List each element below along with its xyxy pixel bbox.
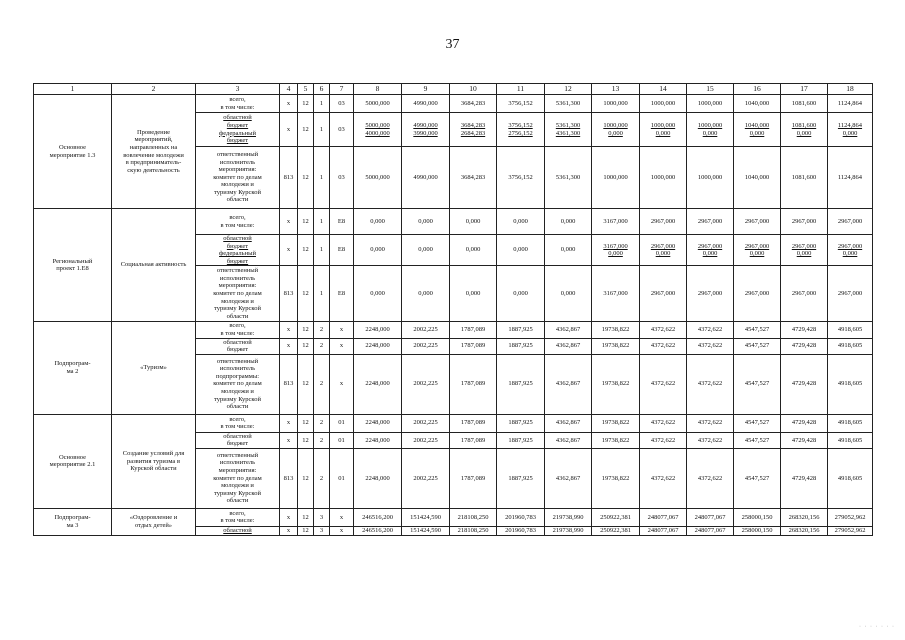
amount-cell-col10: 1787,089 <box>450 338 497 354</box>
amount-cell-col10: 218108,250 <box>450 526 497 535</box>
amount-cell-col11: 1887,925 <box>497 338 545 354</box>
column-header-13: 13 <box>592 84 640 95</box>
amount-cell-col15: 4372,622 <box>687 414 734 432</box>
amount-cell-col15: 4372,622 <box>687 338 734 354</box>
amount-cell-col8: 0,000 <box>354 209 402 235</box>
funding-source-cell: ответственный исполнитель мероприятия: комитет по делам молодежи и туризму Курской области <box>196 448 280 508</box>
amount-cell-col9: 0,000 <box>402 235 450 266</box>
funding-source-cell: областной бюджет федеральный бюджет <box>196 235 280 266</box>
amount-cell-col18: 4918,605 <box>828 448 873 508</box>
code-om-cell: 03 <box>330 147 354 209</box>
amount-cell-col18: 279052,962 <box>828 508 873 526</box>
column-header-12: 12 <box>545 84 592 95</box>
amount-cell-col11: 3756,152 <box>497 147 545 209</box>
column-header-3: 3 <box>196 84 280 95</box>
amount-cell-col8: 2248,000 <box>354 354 402 414</box>
amount-cell-col15: 248077,067 <box>687 526 734 535</box>
column-header-8: 8 <box>354 84 402 95</box>
code-om-cell: х <box>330 508 354 526</box>
amount-cell-col16: 4547,527 <box>734 448 781 508</box>
amount-cell-col8: 0,000 <box>354 266 402 322</box>
amount-cell-col18: 2967,000 <box>828 266 873 322</box>
funding-source-cell: всего, в том числе: <box>196 95 280 113</box>
code-gp-cell: 12 <box>298 448 314 508</box>
amount-cell-col12: 5361,300 <box>545 95 592 113</box>
table-row <box>34 95 873 113</box>
amount-cell-col18: 4918,605 <box>828 354 873 414</box>
amount-cell-col18: 4918,605 <box>828 432 873 448</box>
amount-cell-col9: 2002,225 <box>402 432 450 448</box>
code-pgp-cell: 1 <box>314 209 330 235</box>
amount-cell-col8: 246516,200 <box>354 526 402 535</box>
amount-cell-col8: 5000,000 4000,000 <box>354 113 402 147</box>
amount-cell-col8: 2248,000 <box>354 338 402 354</box>
code-grbs-cell: х <box>280 508 298 526</box>
code-grbs-cell: х <box>280 235 298 266</box>
funding-source-cell: всего, в том числе: <box>196 508 280 526</box>
code-gp-cell: 12 <box>298 95 314 113</box>
code-om-cell: E8 <box>330 235 354 266</box>
amount-cell-col12: 0,000 <box>545 209 592 235</box>
amount-cell-col16: 4547,527 <box>734 432 781 448</box>
code-grbs-cell: х <box>280 209 298 235</box>
item-description-cell: «Оздоровление и отдых детей» <box>112 508 196 535</box>
column-header-7: 7 <box>330 84 354 95</box>
funding-source-cell: всего, в том числе: <box>196 322 280 338</box>
amount-cell-col13: 19738,822 <box>592 338 640 354</box>
amount-cell-col16: 2967,000 0,000 <box>734 235 781 266</box>
amount-cell-col14: 1000,000 0,000 <box>640 113 687 147</box>
item-name-cell: Основное мероприятие 1.3 <box>34 95 112 209</box>
amount-cell-col10: 1787,089 <box>450 432 497 448</box>
funding-source-cell: всего, в том числе: <box>196 209 280 235</box>
code-om-cell: х <box>330 354 354 414</box>
amount-cell-col16: 2967,000 <box>734 266 781 322</box>
amount-cell-col8: 2248,000 <box>354 448 402 508</box>
amount-cell-col15: 248077,067 <box>687 508 734 526</box>
code-pgp-cell: 2 <box>314 354 330 414</box>
amount-cell-col14: 248077,067 <box>640 526 687 535</box>
code-grbs-cell: 813 <box>280 354 298 414</box>
amount-cell-col10: 1787,089 <box>450 354 497 414</box>
amount-cell-col17: 2967,000 <box>781 209 828 235</box>
amount-cell-col13: 1000,000 <box>592 147 640 209</box>
table-row <box>34 508 873 526</box>
amount-cell-col11: 3756,152 <box>497 95 545 113</box>
amount-cell-col15: 1000,000 <box>687 95 734 113</box>
amount-cell-col17: 268320,156 <box>781 526 828 535</box>
amount-cell-col9: 4990,000 3990,000 <box>402 113 450 147</box>
code-gp-cell: 12 <box>298 526 314 535</box>
column-header-4: 4 <box>280 84 298 95</box>
amount-cell-col9: 4990,000 <box>402 95 450 113</box>
amount-cell-col10: 1787,089 <box>450 448 497 508</box>
code-grbs-cell: х <box>280 322 298 338</box>
amount-cell-col14: 1000,000 <box>640 147 687 209</box>
amount-cell-col16: 4547,527 <box>734 354 781 414</box>
amount-cell-col15: 4372,622 <box>687 432 734 448</box>
column-header-15: 15 <box>687 84 734 95</box>
funding-source-cell: областной <box>196 526 280 535</box>
amount-cell-col9: 4990,000 <box>402 147 450 209</box>
budget-table <box>33 83 873 536</box>
amount-cell-col18: 4918,605 <box>828 338 873 354</box>
code-gp-cell: 12 <box>298 508 314 526</box>
amount-cell-col17: 4729,428 <box>781 354 828 414</box>
amount-cell-col8: 2248,000 <box>354 432 402 448</box>
code-pgp-cell: 2 <box>314 432 330 448</box>
column-header-17: 17 <box>781 84 828 95</box>
amount-cell-col13: 19738,822 <box>592 432 640 448</box>
funding-source-cell: областной бюджет <box>196 338 280 354</box>
amount-cell-col9: 2002,225 <box>402 414 450 432</box>
amount-cell-col14: 4372,622 <box>640 448 687 508</box>
amount-cell-col15: 4372,622 <box>687 354 734 414</box>
funding-source-cell: ответственный исполнитель подпрограммы: комитет по делам молодежи и туризму Курской области <box>196 354 280 414</box>
header-row <box>34 84 873 95</box>
amount-cell-col15: 4372,622 <box>687 448 734 508</box>
code-pgp-cell: 1 <box>314 95 330 113</box>
amount-cell-col14: 1000,000 <box>640 95 687 113</box>
code-grbs-cell: х <box>280 95 298 113</box>
amount-cell-col10: 3684,283 <box>450 147 497 209</box>
code-pgp-cell: 2 <box>314 414 330 432</box>
amount-cell-col17: 1081,600 0,000 <box>781 113 828 147</box>
code-pgp-cell: 1 <box>314 235 330 266</box>
funding-source-cell: областной бюджет федеральный бюджет <box>196 113 280 147</box>
amount-cell-col8: 5000,000 <box>354 147 402 209</box>
code-gp-cell: 12 <box>298 209 314 235</box>
amount-cell-col12: 4362,867 <box>545 338 592 354</box>
table-row <box>34 209 873 235</box>
column-header-5: 5 <box>298 84 314 95</box>
funding-source-cell: областной бюджет <box>196 432 280 448</box>
amount-cell-col18: 279052,962 <box>828 526 873 535</box>
column-header-2: 2 <box>112 84 196 95</box>
amount-cell-col9: 2002,225 <box>402 338 450 354</box>
amount-cell-col15: 2967,000 0,000 <box>687 235 734 266</box>
code-om-cell: 03 <box>330 95 354 113</box>
amount-cell-col16: 4547,527 <box>734 338 781 354</box>
amount-cell-col12: 4362,867 <box>545 414 592 432</box>
amount-cell-col11: 1887,925 <box>497 448 545 508</box>
amount-cell-col10: 0,000 <box>450 266 497 322</box>
amount-cell-col11: 1887,925 <box>497 322 545 338</box>
amount-cell-col16: 4547,527 <box>734 414 781 432</box>
amount-cell-col8: 246516,200 <box>354 508 402 526</box>
code-om-cell: 03 <box>330 113 354 147</box>
amount-cell-col11: 3756,152 2756,152 <box>497 113 545 147</box>
amount-cell-col16: 1040,000 <box>734 95 781 113</box>
code-grbs-cell: 813 <box>280 266 298 322</box>
amount-cell-col12: 4362,867 <box>545 448 592 508</box>
amount-cell-col14: 4372,622 <box>640 338 687 354</box>
code-om-cell: 01 <box>330 448 354 508</box>
amount-cell-col10: 3684,283 <box>450 95 497 113</box>
amount-cell-col12: 5361,300 4361,300 <box>545 113 592 147</box>
code-pgp-cell: 1 <box>314 266 330 322</box>
amount-cell-col17: 2967,000 0,000 <box>781 235 828 266</box>
amount-cell-col17: 4729,428 <box>781 338 828 354</box>
code-grbs-cell: х <box>280 526 298 535</box>
code-pgp-cell: 3 <box>314 508 330 526</box>
amount-cell-col16: 1040,000 <box>734 147 781 209</box>
amount-cell-col16: 1040,000 0,000 <box>734 113 781 147</box>
funding-source-cell: ответственный исполнитель мероприятия: комитет по делам молодежи и туризму Курской области <box>196 147 280 209</box>
amount-cell-col14: 4372,622 <box>640 354 687 414</box>
code-grbs-cell: х <box>280 414 298 432</box>
column-header-16: 16 <box>734 84 781 95</box>
amount-cell-col9: 151424,590 <box>402 508 450 526</box>
code-om-cell: 01 <box>330 432 354 448</box>
amount-cell-col12: 0,000 <box>545 235 592 266</box>
code-om-cell: E8 <box>330 209 354 235</box>
amount-cell-col14: 2967,000 0,000 <box>640 235 687 266</box>
item-description-cell: «Туризм» <box>112 322 196 414</box>
amount-cell-col8: 5000,000 <box>354 95 402 113</box>
amount-cell-col18: 1124,864 0,000 <box>828 113 873 147</box>
amount-cell-col14: 4372,622 <box>640 414 687 432</box>
amount-cell-col14: 4372,622 <box>640 322 687 338</box>
item-name-cell: Основное мероприятие 2.1 <box>34 414 112 508</box>
amount-cell-col10: 3684,283 2684,283 <box>450 113 497 147</box>
amount-cell-col13: 19738,822 <box>592 322 640 338</box>
amount-cell-col18: 1124,864 <box>828 95 873 113</box>
item-name-cell: Подпрограм- ма 3 <box>34 508 112 535</box>
code-grbs-cell: 813 <box>280 147 298 209</box>
amount-cell-col13: 19738,822 <box>592 354 640 414</box>
amount-cell-col13: 3167,000 0,000 <box>592 235 640 266</box>
code-grbs-cell: х <box>280 338 298 354</box>
code-gp-cell: 12 <box>298 338 314 354</box>
item-name-cell: Региональный проект 1.E8 <box>34 209 112 322</box>
funding-source-cell: всего, в том числе: <box>196 414 280 432</box>
amount-cell-col16: 258000,150 <box>734 508 781 526</box>
amount-cell-col9: 2002,225 <box>402 448 450 508</box>
column-header-9: 9 <box>402 84 450 95</box>
amount-cell-col13: 250922,381 <box>592 526 640 535</box>
amount-cell-col9: 151424,590 <box>402 526 450 535</box>
code-om-cell: х <box>330 526 354 535</box>
amount-cell-col13: 3167,000 <box>592 209 640 235</box>
code-gp-cell: 12 <box>298 432 314 448</box>
code-grbs-cell: х <box>280 113 298 147</box>
amount-cell-col15: 2967,000 <box>687 209 734 235</box>
code-pgp-cell: 2 <box>314 338 330 354</box>
amount-cell-col14: 4372,622 <box>640 432 687 448</box>
amount-cell-col11: 1887,925 <box>497 354 545 414</box>
amount-cell-col10: 0,000 <box>450 209 497 235</box>
table-row <box>34 414 873 432</box>
code-pgp-cell: 2 <box>314 448 330 508</box>
amount-cell-col10: 0,000 <box>450 235 497 266</box>
amount-cell-col18: 2967,000 <box>828 209 873 235</box>
amount-cell-col15: 2967,000 <box>687 266 734 322</box>
code-gp-cell: 12 <box>298 235 314 266</box>
amount-cell-col9: 0,000 <box>402 209 450 235</box>
amount-cell-col12: 219738,990 <box>545 526 592 535</box>
code-grbs-cell: х <box>280 432 298 448</box>
code-gp-cell: 12 <box>298 113 314 147</box>
amount-cell-col8: 2248,000 <box>354 322 402 338</box>
amount-cell-col13: 19738,822 <box>592 414 640 432</box>
code-pgp-cell: 2 <box>314 322 330 338</box>
column-header-14: 14 <box>640 84 687 95</box>
amount-cell-col15: 1000,000 <box>687 147 734 209</box>
amount-cell-col11: 0,000 <box>497 266 545 322</box>
column-header-1: 1 <box>34 84 112 95</box>
amount-cell-col17: 4729,428 <box>781 448 828 508</box>
amount-cell-col17: 2967,000 <box>781 266 828 322</box>
amount-cell-col11: 201960,783 <box>497 508 545 526</box>
amount-cell-col11: 0,000 <box>497 235 545 266</box>
code-gp-cell: 12 <box>298 266 314 322</box>
amount-cell-col18: 2967,000 0,000 <box>828 235 873 266</box>
amount-cell-col16: 258000,150 <box>734 526 781 535</box>
amount-cell-col11: 1887,925 <box>497 432 545 448</box>
amount-cell-col12: 4362,867 <box>545 354 592 414</box>
column-header-6: 6 <box>314 84 330 95</box>
amount-cell-col10: 218108,250 <box>450 508 497 526</box>
amount-cell-col18: 1124,864 <box>828 147 873 209</box>
amount-cell-col15: 1000,000 0,000 <box>687 113 734 147</box>
column-header-18: 18 <box>828 84 873 95</box>
amount-cell-col17: 1081,600 <box>781 95 828 113</box>
code-pgp-cell: 3 <box>314 526 330 535</box>
amount-cell-col17: 268320,156 <box>781 508 828 526</box>
amount-cell-col12: 5361,300 <box>545 147 592 209</box>
amount-cell-col12: 4362,867 <box>545 322 592 338</box>
code-grbs-cell: 813 <box>280 448 298 508</box>
amount-cell-col14: 2967,000 <box>640 209 687 235</box>
code-om-cell: 01 <box>330 414 354 432</box>
amount-cell-col12: 219738,990 <box>545 508 592 526</box>
code-om-cell: х <box>330 322 354 338</box>
code-pgp-cell: 1 <box>314 147 330 209</box>
amount-cell-col17: 4729,428 <box>781 414 828 432</box>
scan-mark: · · · · · · · <box>859 624 895 630</box>
amount-cell-col17: 4729,428 <box>781 322 828 338</box>
amount-cell-col16: 2967,000 <box>734 209 781 235</box>
amount-cell-col13: 3167,000 <box>592 266 640 322</box>
amount-cell-col17: 1081,600 <box>781 147 828 209</box>
amount-cell-col11: 1887,925 <box>497 414 545 432</box>
amount-cell-col13: 1000,000 <box>592 95 640 113</box>
amount-cell-col8: 2248,000 <box>354 414 402 432</box>
amount-cell-col18: 4918,605 <box>828 414 873 432</box>
code-pgp-cell: 1 <box>314 113 330 147</box>
amount-cell-col14: 248077,067 <box>640 508 687 526</box>
amount-cell-col17: 4729,428 <box>781 432 828 448</box>
amount-cell-col13: 19738,822 <box>592 448 640 508</box>
code-gp-cell: 12 <box>298 322 314 338</box>
item-name-cell: Подпрограм- ма 2 <box>34 322 112 414</box>
code-gp-cell: 12 <box>298 414 314 432</box>
item-description-cell: Создание условий для развития туризма в Курской области <box>112 414 196 508</box>
amount-cell-col12: 0,000 <box>545 266 592 322</box>
code-gp-cell: 12 <box>298 354 314 414</box>
amount-cell-col15: 4372,622 <box>687 322 734 338</box>
column-header-10: 10 <box>450 84 497 95</box>
amount-cell-col8: 0,000 <box>354 235 402 266</box>
amount-cell-col10: 1787,089 <box>450 414 497 432</box>
amount-cell-col11: 201960,783 <box>497 526 545 535</box>
item-description-cell: Проведение мероприятий, направленных на вовлечение молодежи в предприниматель- скую деятельность <box>112 95 196 209</box>
item-description-cell: Социальная активность <box>112 209 196 322</box>
amount-cell-col10: 1787,089 <box>450 322 497 338</box>
amount-cell-col11: 0,000 <box>497 209 545 235</box>
table-row <box>34 322 873 338</box>
amount-cell-col16: 4547,527 <box>734 322 781 338</box>
column-header-11: 11 <box>497 84 545 95</box>
amount-cell-col14: 2967,000 <box>640 266 687 322</box>
amount-cell-col12: 4362,867 <box>545 432 592 448</box>
funding-source-cell: ответственный исполнитель мероприятия: комитет по делам молодежи и туризму Курской области <box>196 266 280 322</box>
amount-cell-col18: 4918,605 <box>828 322 873 338</box>
amount-cell-col13: 250922,381 <box>592 508 640 526</box>
code-gp-cell: 12 <box>298 147 314 209</box>
page-number: 37 <box>445 37 460 52</box>
amount-cell-col13: 1000,000 0,000 <box>592 113 640 147</box>
amount-cell-col9: 2002,225 <box>402 322 450 338</box>
amount-cell-col9: 2002,225 <box>402 354 450 414</box>
amount-cell-col9: 0,000 <box>402 266 450 322</box>
code-om-cell: х <box>330 338 354 354</box>
code-om-cell: E8 <box>330 266 354 322</box>
